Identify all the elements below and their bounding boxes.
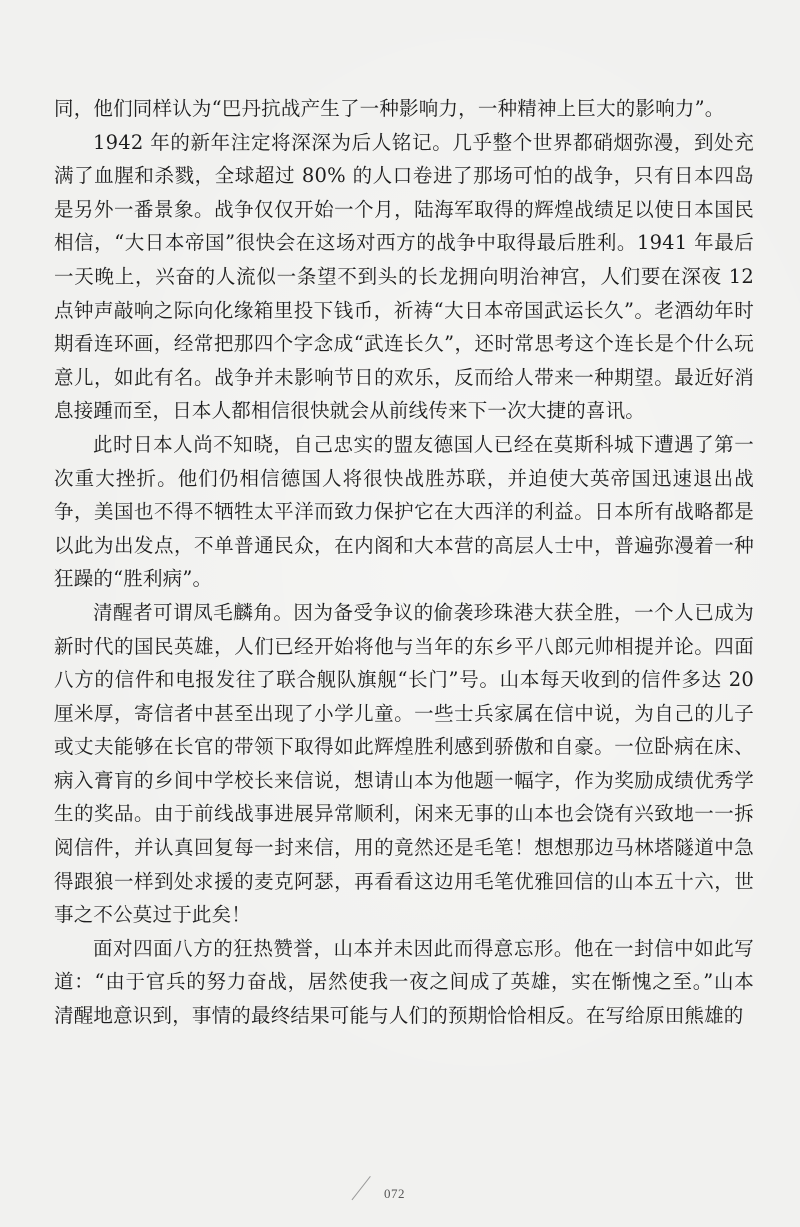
page-number-folio (364, 1172, 424, 1212)
page-number: 072 (384, 1186, 405, 1201)
paragraph-yamamoto-letters: 清醒者可谓凤毛麟角。因为备受争议的偷袭珍珠港大获全胜，一个人已成为新时代的国民英雄，人们已经开始将他与当年的东乡平八郎元帅相提并论。四面八方的信件和电报发往了联合舰队旗舰“长门”号。山本每天收到的信件多达 20 厘米厚，寄信者中甚至出现了小学儿童。一些士兵家属在信中说，为自己的儿子或丈夫能够在长官的带领下取得如此辉煌胜利感到骄傲和自豪。一位卧病在床、病入膏肓的乡间中学校长来信说，想请山本为他题一幅字，作为奖励成绩优秀学生的奖品。由于前线战事进展异常顺利，闲来无事的山本也会饶有兴致地一一拆阅信件，并认真回复每一封来信，用的竟然还是毛笔！想想那边马林塔隧道中急得跟狼一样到处求援的麦克阿瑟，再看看这边用毛笔优雅回信的山本五十六，世事之不公莫过于此矣！ (54, 600, 754, 927)
paragraph-yamamoto-reply: 面对四面八方的狂热赞誉，山本并未因此而得意忘形。他在一封信中如此写道：“由于官兵的努力奋战，居然使我一夜之间成了英雄，实在惭愧之至。”山本清醒地意识到，事情的最终结果可能与人们的预期恰恰相反。在写给原田熊雄的 (54, 936, 754, 1028)
paragraph-new-year-1942: 1942 年的新年注定将深深为后人铭记。几乎整个世界都硝烟弥漫，到处充满了血腥和杀戮，全球超过 80% 的人口卷进了那场可怕的战争，只有日本四岛是另外一番景象。战争仅仅开始一个月，陆海军取得的辉煌战绩足以使日本国民相信，“大日本帝国”很快会在这场对西方的战争中取得最后胜利。1941 年最后一天晚上，兴奋的人流似一条望不到头的长龙拥向明治神宫，人们要在深夜 12 点钟声敲响之际向化缘箱里投下钱币，祈祷“大日本帝国武运长久”。老酒幼年时期看连环画，经常把那四个字念成“武连长久”，还时常思考这个连长是个什么玩意儿，如此有名。战争并未影响节日的欢乐，反而给人带来一种期望。最近好消息接踵而至，日本人都相信很快就会从前线传来下一次大捷的喜讯。 (54, 130, 754, 423)
folio-slash-ornament (352, 1176, 371, 1200)
paragraph-germany-setback: 此时日本人尚不知晓，自己忠实的盟友德国人已经在莫斯科城下遭遇了第一次重大挫折。他们仍相信德国人将很快战胜苏联，并迫使大英帝国迅速退出战争，美国也不得不牺牲太平洋而致力保护它在大西洋的利益。日本所有战略都是以此为出发点，不单普通民众，在内阁和大本营的高层人士中，普遍弥漫着一种狂躁的“胜利病”。 (54, 432, 754, 591)
paragraph-continuation: 同，他们同样认为“巴丹抗战产生了一种影响力，一种精神上巨大的影响力”。 (54, 97, 725, 120)
body-text (54, 92, 754, 1033)
